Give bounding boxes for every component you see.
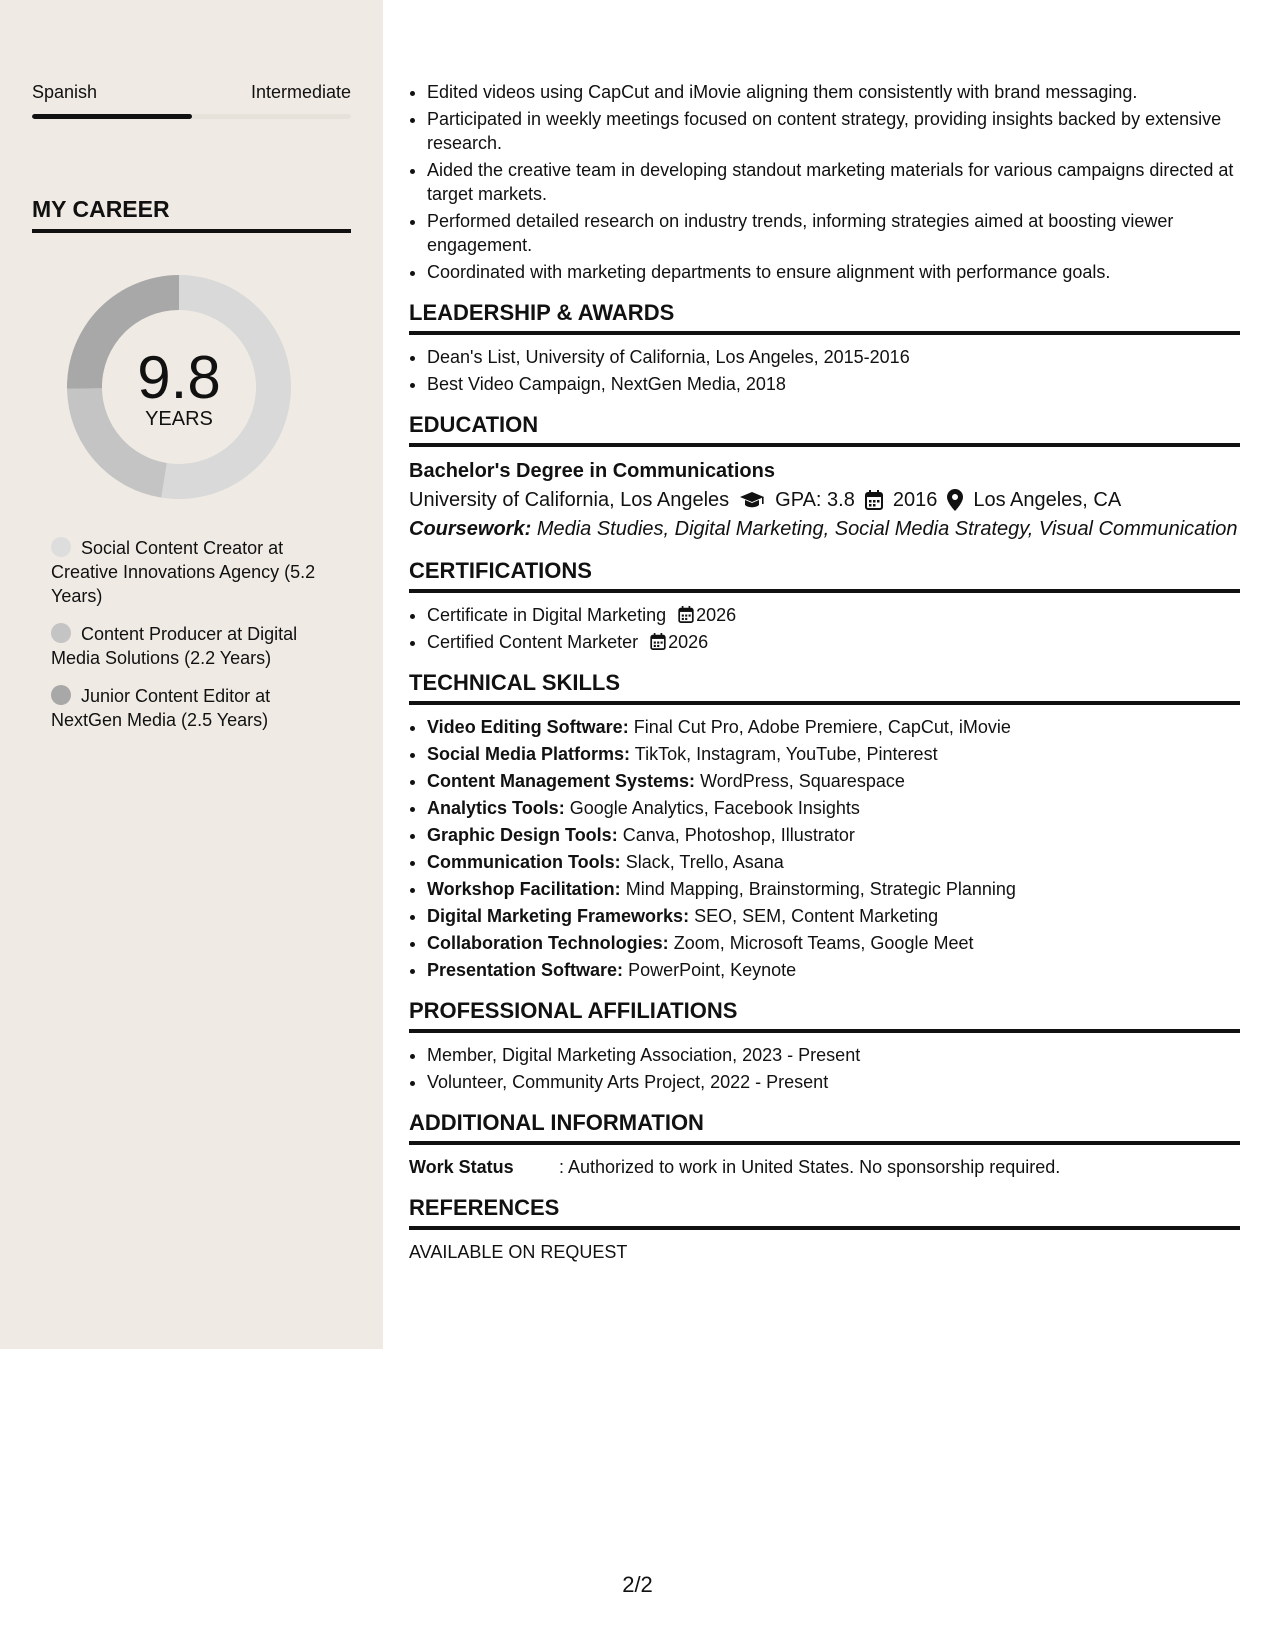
location-pin-icon (947, 489, 963, 511)
career-item-text: Social Content Creator at Creative Innovations Agency (5.2 Years) (51, 538, 316, 606)
skill-label: Content Management Systems: (427, 771, 696, 791)
skills-title: TECHNICAL SKILLS (409, 670, 1240, 705)
skill-item (427, 742, 1240, 766)
career-item (51, 684, 341, 732)
education-details (409, 485, 1240, 515)
work-status-value: : Authorized to work in United States. No sponsorship required. (559, 1157, 1061, 1177)
career-item-text: Junior Content Editor at NextGen Media (2.5 Years) (51, 686, 271, 730)
career-item-dot (51, 537, 71, 557)
career-list (51, 536, 341, 746)
career-total-years: 9.8 (137, 344, 221, 411)
experience-bullet: • Edited videos using CapCut and iMovie aligning them consistently with brand messaging. (427, 80, 1240, 104)
leadership-title: LEADERSHIP & AWARDS (409, 300, 1240, 335)
page-number: 2/2 (622, 1572, 653, 1597)
language-row (32, 82, 351, 103)
calendar-icon (865, 490, 883, 510)
experience-bullet: • Aided the creative team in developing standout marketing materials for various campaigns directed at target markets. (427, 158, 1240, 206)
education-degree: Bachelor's Degree in Communications (409, 460, 775, 482)
skill-label: Collaboration Technologies: (427, 933, 669, 953)
skill-label: Digital Marketing Frameworks: (427, 906, 690, 926)
skill-label: Analytics Tools: (427, 798, 565, 818)
skill-item (427, 769, 1240, 793)
skill-item (427, 877, 1240, 901)
language-proficiency-fill (32, 114, 192, 119)
skill-item (427, 796, 1240, 820)
skill-label: Workshop Facilitation: (427, 879, 621, 899)
language-level: Intermediate (250, 82, 351, 102)
skill-value: Slack, Trello, Asana (625, 852, 784, 872)
skill-value: WordPress, Squarespace (700, 771, 905, 791)
skill-value: Final Cut Pro, Adobe Premiere, CapCut, iMovie (633, 717, 1011, 737)
certification-name: Certified Content Marketer (427, 632, 639, 652)
references-text: AVAILABLE ON REQUEST (409, 1242, 628, 1262)
skill-item (427, 715, 1240, 739)
certification-year: 2026 (668, 632, 709, 652)
affiliations-title: PROFESSIONAL AFFILIATIONS (409, 998, 1240, 1033)
skill-item (427, 850, 1240, 874)
certifications-title: CERTIFICATIONS (409, 558, 1240, 593)
skill-item (427, 823, 1240, 847)
education-title: EDUCATION (409, 412, 1240, 447)
language-name: Spanish (32, 82, 98, 102)
leadership-item: • Dean's List, University of California, Los Angeles, 2015-2016 (427, 345, 1240, 369)
affiliation-item: • Member, Digital Marketing Association, 2023 - Present (427, 1043, 1240, 1067)
education-coursework (409, 517, 1240, 542)
education-gpa: GPA: 3.8 (775, 489, 855, 511)
certification-item (427, 603, 1240, 627)
experience-bullet: • Coordinated with marketing departments to ensure alignment with performance goals. (427, 260, 1240, 284)
additional-info-title: ADDITIONAL INFORMATION (409, 1110, 1240, 1145)
career-item-dot (51, 623, 71, 643)
skill-label: Communication Tools: (427, 852, 621, 872)
experience-bullet: • Participated in weekly meetings focused on content strategy, providing insights backed by extensive research. (427, 107, 1240, 155)
skill-label: Social Media Platforms: (427, 744, 631, 764)
skill-item (427, 931, 1240, 955)
skills-list (409, 715, 1240, 982)
skill-value: Mind Mapping, Brainstorming, Strategic Planning (625, 879, 1016, 899)
calendar-icon (678, 606, 694, 623)
sidebar (0, 0, 383, 1349)
career-item (51, 622, 341, 670)
affiliations-list (409, 1043, 1240, 1094)
education-school: University of California, Los Angeles (409, 489, 730, 511)
language-proficiency-bar (32, 114, 351, 119)
leadership-list (409, 345, 1240, 396)
career-item-text: Content Producer at Digital Media Solutions (2.2 Years) (51, 624, 298, 668)
career-item-dot (51, 685, 71, 705)
graduation-cap-icon (739, 490, 765, 510)
skill-label: Video Editing Software: (427, 717, 629, 737)
education-location: Los Angeles, CA (973, 489, 1122, 511)
skill-value: PowerPoint, Keynote (628, 960, 797, 980)
skill-item (427, 904, 1240, 928)
work-status-label: Work Status (409, 1157, 514, 1177)
experience-bullets (409, 80, 1240, 284)
coursework-label: Coursework: (409, 518, 532, 540)
leadership-item: • Best Video Campaign, NextGen Media, 2018 (427, 372, 1240, 396)
coursework-value: Media Studies, Digital Marketing, Social Media Strategy, Visual Communication (536, 518, 1238, 540)
skill-value: TikTok, Instagram, YouTube, Pinterest (634, 744, 938, 764)
references-title: REFERENCES (409, 1195, 1240, 1230)
experience-bullet: • Performed detailed research on industry trends, informing strategies aimed at boosting viewer engagement. (427, 209, 1240, 257)
skill-value: SEO, SEM, Content Marketing (694, 906, 939, 926)
career-title: MY CAREER (32, 196, 351, 233)
skill-label: Presentation Software: (427, 960, 624, 980)
career-donut-center (64, 272, 294, 502)
main-content (409, 80, 1240, 1264)
certification-year: 2026 (696, 605, 737, 625)
education-year: 2016 (892, 489, 938, 511)
affiliation-item: • Volunteer, Community Arts Project, 2022 - Present (427, 1070, 1240, 1094)
certification-item (427, 630, 1240, 654)
certification-name: Certificate in Digital Marketing (427, 605, 667, 625)
certifications-list (409, 603, 1240, 654)
skill-value: Canva, Photoshop, Illustrator (622, 825, 855, 845)
career-total-unit: YEARS (145, 408, 213, 430)
skill-value: Zoom, Microsoft Teams, Google Meet (673, 933, 974, 953)
career-item (51, 536, 341, 608)
work-status-row (409, 1155, 1240, 1179)
skill-value: Google Analytics, Facebook Insights (569, 798, 860, 818)
calendar-icon (650, 633, 666, 650)
skill-label: Graphic Design Tools: (427, 825, 618, 845)
skill-item (427, 958, 1240, 982)
